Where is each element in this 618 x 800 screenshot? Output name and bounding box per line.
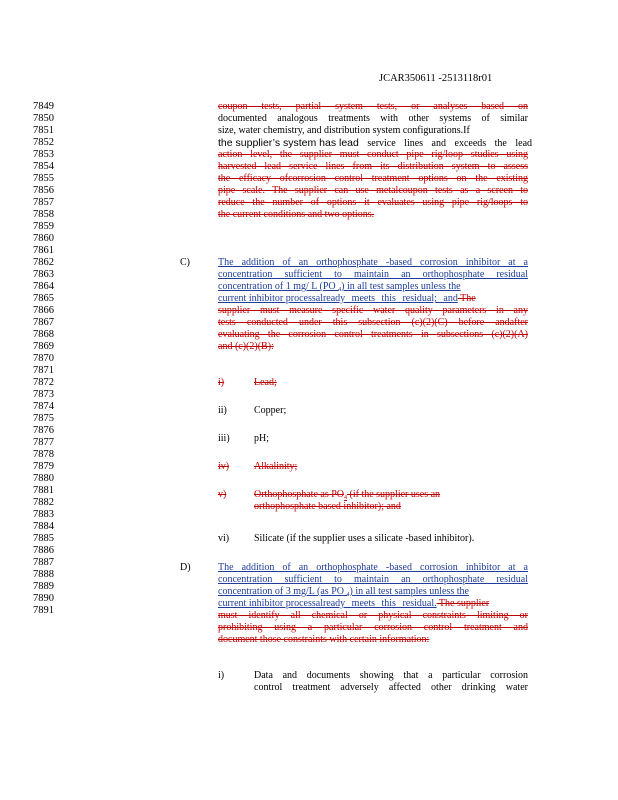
line-number: 7861 (33, 245, 54, 256)
line-number: 7866 (33, 305, 54, 316)
line-number: 7871 (33, 365, 54, 376)
line-number: 7851 (33, 125, 54, 136)
item-label: i) (218, 377, 225, 388)
line-number: 7850 (33, 113, 54, 124)
paragraph-text: current inhibitor processalready meets this residual. The supplier (218, 598, 490, 609)
line-number: 7885 (33, 533, 54, 544)
text-line-7866 (0, 329, 618, 341)
deleted-text: and (c)(2)(B): (218, 341, 274, 352)
text-line-7884 (0, 586, 618, 598)
inserted-text: The addition of an orthophosphate -based corrosion inhibitor at a (218, 562, 528, 573)
line-number: 7881 (33, 485, 54, 496)
deleted-text: supplier must measure specific water quality parameters in any (218, 305, 528, 316)
deleted-text: must identify all chemical or physical constraints limiting or (218, 610, 528, 621)
list-item (0, 377, 618, 389)
line-number: 7876 (33, 425, 54, 436)
line-number: 7863 (33, 269, 54, 280)
line-number: 7884 (33, 521, 54, 532)
item-label: iii) (218, 433, 230, 444)
inserted-text: concentration of 3 mg/L (as PO $_4$) in all test samples unless the (218, 586, 469, 598)
line-number: 7880 (33, 473, 54, 484)
deleted-text: harvested lead service lines from its distribution system to assess (218, 161, 528, 172)
list-item (0, 533, 618, 545)
line-number: 7867 (33, 317, 54, 328)
text-line-7891 (0, 682, 618, 694)
item-text: orthophosphate based inhibitor); and (254, 501, 401, 512)
line-number: 7873 (33, 389, 54, 400)
text-line-7854 (0, 161, 618, 173)
line-number: 7864 (33, 281, 54, 292)
item-text: Lead; (254, 377, 277, 388)
text-line-7882 (0, 562, 618, 574)
text-line-7888 (0, 634, 618, 646)
text-line-7887 (0, 622, 618, 634)
line-number: 7855 (33, 173, 54, 184)
line-number: 7870 (33, 353, 54, 364)
line-number: 7874 (33, 401, 54, 412)
deleted-text: the current conditions and two options. (218, 209, 375, 220)
text-line-7853 (0, 149, 618, 161)
line-number: 7889 (33, 581, 54, 592)
deleted-text: evaluating the corrosion control treatments in subsections (c)(2)(A) (218, 329, 528, 340)
text-line-7885 (0, 598, 618, 610)
line-number: 7877 (33, 437, 54, 448)
item-text: Silicate (if the supplier uses a silicate -based inhibitor). (254, 533, 475, 544)
text-line-7862 (0, 281, 618, 293)
line-number: 7878 (33, 449, 54, 460)
inserted-text: The addition of an orthophosphate -based corrosion inhibitor at a (218, 257, 528, 268)
text-line-7855 (0, 173, 618, 185)
list-item-continuation (0, 501, 618, 513)
inserted-text: concentration of 1 mg/ L (PO $_4$) in all test samples unless the (218, 281, 461, 293)
text-line-7861 (0, 269, 618, 281)
line-number: 7868 (33, 329, 54, 340)
line-number: 7887 (33, 557, 54, 568)
line-number: 7854 (33, 161, 54, 172)
text-line-7883 (0, 574, 618, 586)
line-number: 7879 (33, 461, 54, 472)
item-text: Data and documents showing that a particular corrosion (254, 670, 528, 681)
line-number: 7888 (33, 569, 54, 580)
line-number: 7886 (33, 545, 54, 556)
line-number: 7857 (33, 197, 54, 208)
item-text: Copper; (254, 405, 287, 416)
item-label: v) (218, 489, 227, 500)
item-text: pH; (254, 433, 269, 444)
deleted-text: prohibiting using a particular corrosion control treatment and (218, 622, 528, 633)
item-text: control treatment adversely affected other drinking water (254, 682, 528, 693)
list-item (0, 461, 618, 473)
line-number: 7890 (33, 593, 54, 604)
list-item (0, 433, 618, 445)
paragraph-text: documented analogous treatments with other systems of similar (218, 113, 528, 124)
line-number: 7856 (33, 185, 54, 196)
item-text: Alkalinity; (254, 461, 298, 472)
document-header: JCAR350611 -2513118r01 (379, 73, 493, 84)
text-line-7850 (0, 113, 618, 125)
deleted-text: coupon tests, partial system tests, or analyses based on (218, 101, 528, 112)
text-line-7852 (0, 137, 618, 149)
deleted-text: reduce the number of options it evaluates using pipe rig/loops to (218, 197, 528, 208)
line-number: 7865 (33, 293, 54, 304)
item-label: i) (218, 670, 225, 681)
inserted-text: concentration sufficient to maintain an orthophosphate residual (218, 269, 528, 280)
line-number: 7858 (33, 209, 54, 220)
list-item (0, 489, 618, 501)
line-number: 7859 (33, 221, 54, 232)
item-label: iv) (218, 461, 230, 472)
item-text: Orthophosphate as $PO_4$ (if the supplier uses an (254, 489, 441, 501)
inserted-text: concentration sufficient to maintain an orthophosphate residual (218, 574, 528, 585)
line-number: 7875 (33, 413, 54, 424)
text-line-7858 (0, 209, 618, 221)
line-number: 7882 (33, 497, 54, 508)
line-number: 7860 (33, 233, 54, 244)
line-number: 7883 (33, 509, 54, 520)
text-line-7864 (0, 305, 618, 317)
text-line-7849 (0, 101, 618, 113)
text-line-7865 (0, 317, 618, 329)
text-line-7851 (0, 125, 618, 137)
list-item (0, 405, 618, 417)
deleted-text: the efficacy ofcorrosion control treatment options on the existing (218, 173, 528, 184)
deleted-text: document those constraints with certain information: (218, 634, 430, 645)
line-number: 7849 (33, 101, 54, 112)
deleted-text: tests conducted under this subsection (c)(2)(C) before andafter (218, 317, 528, 328)
item-label: ii) (218, 405, 227, 416)
line-number: 7872 (33, 377, 54, 388)
text-line-7860 (0, 257, 618, 269)
line-number: 7852 (33, 137, 54, 148)
line-number: 7853 (33, 149, 54, 160)
deleted-text: pipe scale. The supplier can use metalcoupon tests as a screen to (218, 185, 528, 196)
text-line-7867 (0, 341, 618, 353)
paragraph-text: the supplier’s system has lead service lines and exceeds the lead (218, 137, 533, 149)
line-number: 7869 (33, 341, 54, 352)
text-line-7886 (0, 610, 618, 622)
item-label: vi) (218, 533, 230, 544)
deleted-text: action level, the supplier must conduct pipe rig/loop studies using (218, 149, 528, 160)
paragraph-text: size, water chemistry, and distribution system configurations.If (218, 125, 470, 136)
line-number: 7862 (33, 257, 54, 268)
text-line-7890 (0, 670, 618, 682)
section-label-d: D) (180, 562, 191, 573)
paragraph-text: current inhibitor processalready meets this residual; and The (218, 293, 476, 304)
text-line-7863 (0, 293, 618, 305)
line-number: 7891 (33, 605, 54, 616)
text-line-7856 (0, 185, 618, 197)
text-line-7857 (0, 197, 618, 209)
section-label-c: C) (180, 257, 190, 268)
